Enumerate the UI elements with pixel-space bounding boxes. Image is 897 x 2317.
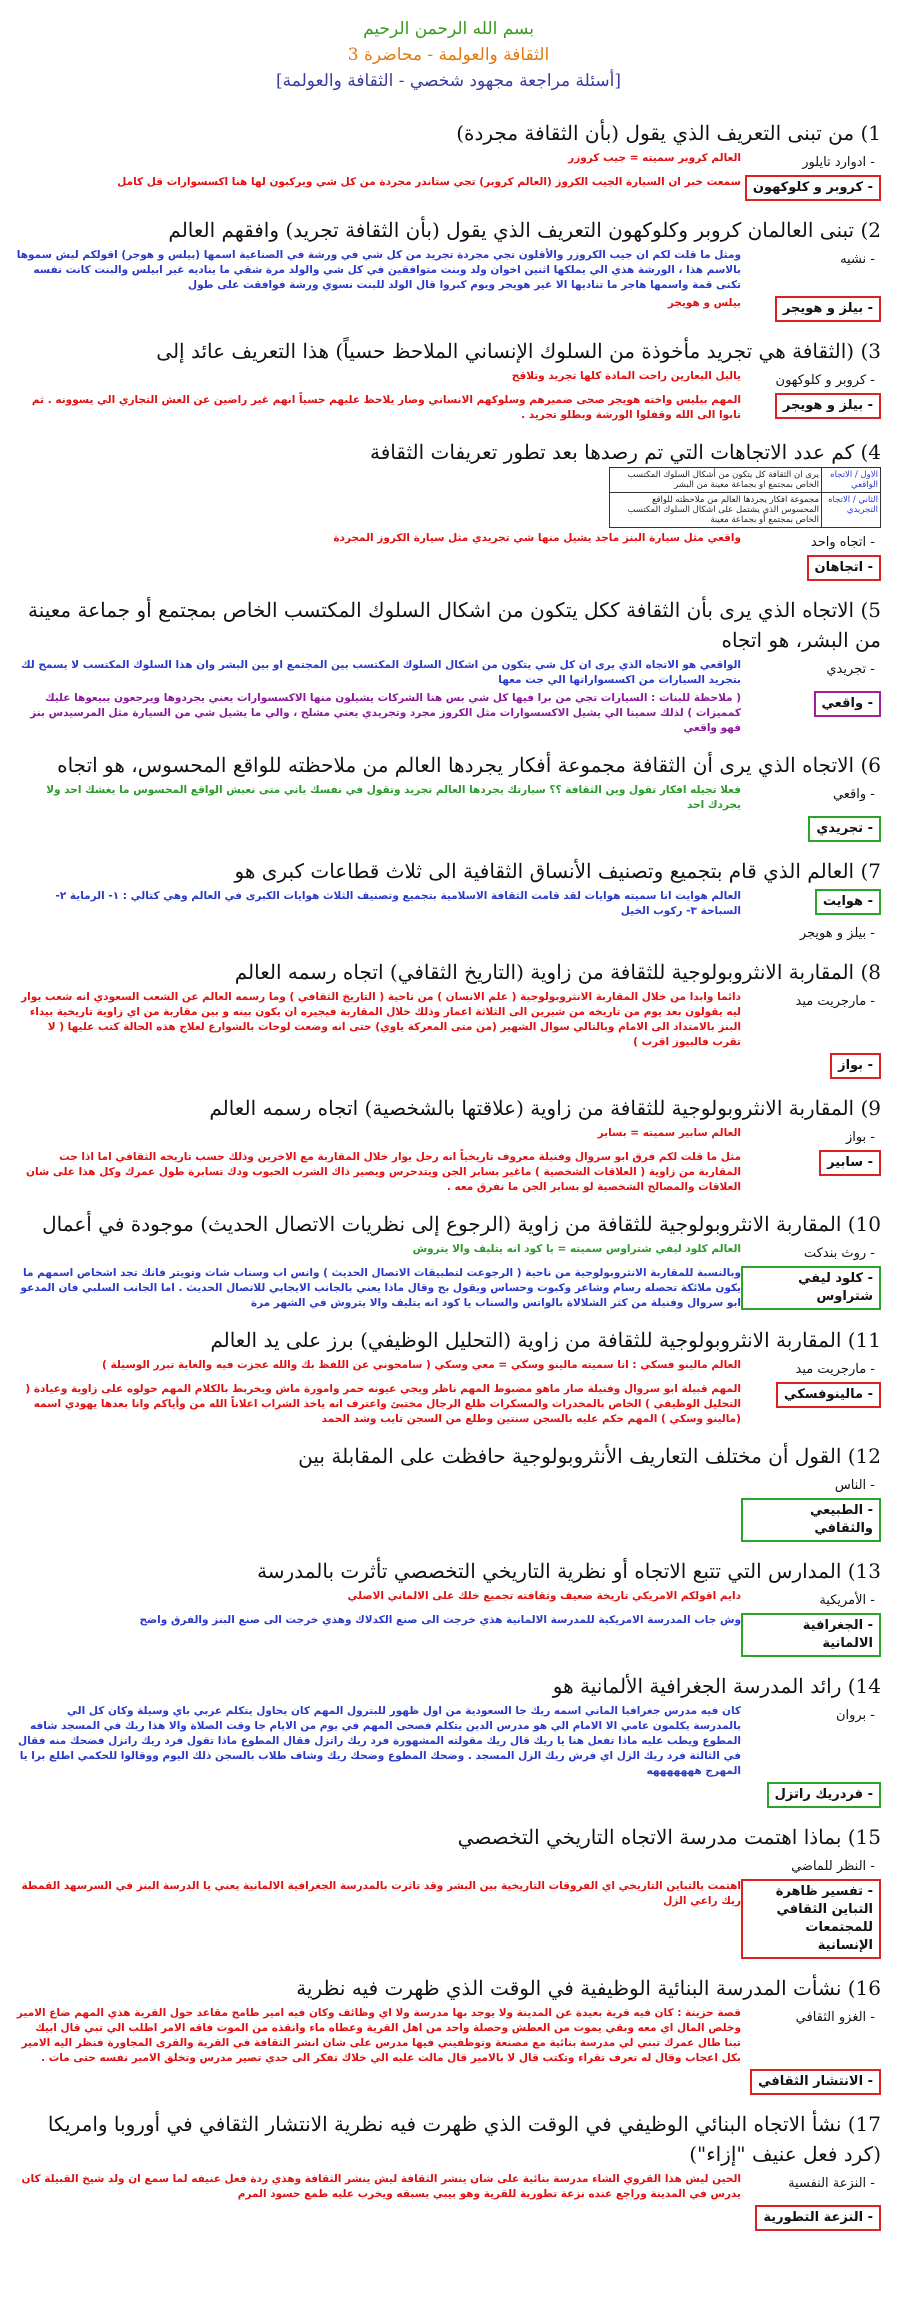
option-row [16,151,881,172]
option-row [16,296,881,322]
study-note: العالم كروبر سميته = جيب كروزر [568,152,741,164]
option-wrap [741,531,881,552]
answer-option: - مارجريت ميد [795,994,875,1009]
study-note: سمعت خبر ان السيارة الجيب الكروز (العالم كروبر) تجي ستاندر مجردة من كل شي ويركبون لها هنا اكسسوارات قل كامل [117,176,741,188]
option-row [16,1613,881,1657]
option-row [16,1242,881,1263]
correct-answer: - سابير [819,1150,881,1176]
correct-answer: - تفسير ظاهرة التباين الثقافي للمجتمعات الإنسانية [741,1879,881,1959]
basmala: بسم الله الرحمن الرحيم [363,19,534,39]
option-wrap [741,783,881,804]
study-note: ياليل اليعارين راحت المادة كلها تجريد وتلاقح [511,370,741,382]
table-row [610,493,880,527]
option-wrap [741,151,881,172]
option-row [16,2069,881,2095]
option-row [16,2205,881,2231]
questions-list [16,118,881,2245]
option-wrap [741,1474,881,1495]
study-note: اهتمت بالتباين التاريخي اي الفروقات التاريخية بين البشر وقد تاثرت بالمدرسة الجغرافية الالمانية يعني يا الدرسة البنز في السرسهد القمطة ريك راعي الزل [21,1880,741,1907]
option-row [16,248,881,293]
answer-option: - الغزو الثقافي [795,2010,875,2025]
option-row [16,369,881,390]
question-block [16,215,881,322]
option-wrap [741,1613,881,1657]
question-text: 7) العالم الذي قام بتجميع وتصنيف الأنساق الثقافية الى ثلاث قطاعات كبرى هو [234,859,881,883]
answer-option: - نشيه [840,252,875,267]
option-row [16,1358,881,1379]
study-note: دايم اقولكم الامريكي تاريخة ضعيف وثقافته تجميع خلك على الالماني الاصلي [347,1590,741,1602]
option-row [16,1782,881,1808]
correct-answer: - بيلز و هويجر [775,393,881,419]
option-wrap [741,2205,881,2231]
question-block [16,1822,881,1959]
table-row-label: الاول / الاتجاه الواقعي [821,468,880,492]
question-text: 5) الاتجاه الذي يرى بأن الثقافة ككل يتكون من اشكال السلوك المكتسب الخاص بمجتمع أو جماعة معينة من البشر، هو اتجاه [27,598,881,652]
table-row-label: الثاني / الاتجاه التجريدي [821,493,880,527]
study-note: واقعي مثل سيارة البنز ماجد يشيل منها شي تجريدي مثل سيارة الكروز المجردة [333,532,741,544]
option-wrap [741,2172,881,2193]
option-wrap [741,369,881,390]
option-wrap [741,816,881,842]
study-note: الحين ليش هذا القروي الشاء مدرسة بنائية على شان ينشر الثقافة ليش ينشر الثقافة وهذي ردة فعل عنيفه لما سمع ان ولد شيخ القبيلة كان يدرس في المدينة وراجع عنده نزعة تطورية للقرية وهو بيبي يسبقه ويخرب عليه طمع حسود المرم [21,2173,741,2200]
question-text: 15) بماذا اهتمت مدرسة الاتجاه التاريخي التخصصي [457,1825,881,1849]
option-wrap [741,1266,881,1310]
answer-option: - روث بندكت [803,1246,875,1261]
correct-answer: - الطبيعي والثقافي [741,1498,881,1542]
option-wrap [741,1704,881,1725]
question-block [16,1209,881,1311]
option-row [16,889,881,919]
study-note: ومثل ما قلت لكم ان جيب الكروزر والأقلون تجي مجردة تجريد من كل شي في ورشة في الصناعية اسمها (بيلس و هوجر) اقولكم ليش سموها بالاسم هذا ، الورشة هذي الي يملكها اثنين اخوان ولد وبنت متوافقين في كل شي والولد مرة شقي ما يناديه غير ابيلس والبنت كانت نفسه تكنى قمة واسمها هاجر ما تناديها الا غير هويجر ويوم كبروا قال الولد للبنت نسوي ورشة فوافقت على طول [16,249,741,291]
correct-answer: - تجريدي [808,816,881,842]
option-wrap [741,1855,881,1876]
question-text: 3) (الثقافة هي تجريد مأخوذة من السلوك الإنساني الملاحظ حسياً) هذا التعريف عائد إلى [156,339,881,363]
option-row [16,990,881,1050]
option-row [16,1589,881,1610]
option-row [16,531,881,552]
option-wrap [741,555,881,581]
correct-answer: - كروبر و كلوكهون [745,175,881,201]
option-row [16,816,881,842]
option-wrap [741,1242,881,1263]
question-text: 16) نشأت المدرسة البنائية الوظيفية في الوقت الذي ظهرت فيه نظرية [296,1976,881,2000]
option-wrap [741,2006,881,2027]
option-wrap [741,2069,881,2095]
question-text: 1) من تبنى التعريف الذي يقول (بأن الثقافة مجردة) [456,121,881,145]
option-row [16,1498,881,1542]
option-row [16,2006,881,2066]
lecture-title: الثقافة والعولمة - محاضرة 3 [347,45,550,65]
question-block [16,2109,881,2231]
option-row [16,555,881,581]
option-wrap [741,1053,881,1079]
option-wrap [741,990,881,1011]
option-row [16,2172,881,2202]
study-note: العالم سابير سميته = بسابر [597,1127,741,1139]
question-block [16,1093,881,1195]
study-note: ( ملاحظة للبنات : السيارات تجي من برا فيها كل شي بس هنا الشركات يشيلون منها الاكسسوارات يعني يجردوها ويرجعون يبيعوها عليك كمميزات ) لذلك سمينا الي يشيل الاكسسوارات مثل الكروز مجرد وتجريدي يعني مشلح ، والي ما يشيل شي من السيارة مثل المرسيدس بنز فهو واقعي [30,692,741,734]
option-wrap [741,691,881,717]
option-wrap [741,248,881,269]
question-block [16,1441,881,1542]
question-text: 6) الاتجاه الذي يرى أن الثقافة مجموعة أفكار يجردها العالم من ملاحظته للواقع المحسوس، هو اتجاه [57,753,881,777]
option-wrap [741,1358,881,1379]
study-note: فعلا تجيله افكار تقول وين الثقافة ؟؟ سيارتك يجردها العالم تجريد وتقول في نفسك ياني متى نعيش الواقع المحسوس ما يغشك احد ولا يجردك احد [46,784,741,811]
question-text: 12) القول أن مختلف التعاريف الأنثروبولوجية حافظت على المقابلة بين [298,1444,881,1468]
table-row [610,468,880,493]
question-block [16,437,881,581]
answer-option: - مارجريت ميد [795,1362,875,1377]
option-row [16,1126,881,1147]
study-note: الواقعي هو الاتجاه الذي يرى ان كل شي يتكون من اشكال السلوك المكتسب بين المجتمع او بين البشر وان هذا السلوك المكتسب لا يسمح لك بتجريد السيارات من اكسسواراتها الي جت معها [20,659,741,686]
correct-answer: - كلود ليفي شتراوس [741,1266,881,1310]
option-row [16,1150,881,1195]
study-note: المهم قبيلة ابو سروال وفنيلة صار ماهو مضبوط المهم ناظر ويجي عيونه حمر وامورة ماش ويخربط بالكلام المهم حولوه على زاوية وعيادة ( التحليل الوظيفي ) الخاص بالمخدرات والمسكرات طلع الرجال مختبئ واعترف انه ياخذ الشراب اعلاناً الله من وأياكم وانا بعدها يهودي اسمه (مالينو وسكي ) المهم حكم عليه بالسجن سنتين وطلع من السجن تايب وشد الحمد [25,1383,741,1425]
question-text: 13) المدارس التي تتبع الاتجاه أو نظرية التاريخي التخصصي تأثرت بالمدرسة [257,1559,881,1583]
question-block [16,1671,881,1808]
option-wrap [741,296,881,322]
correct-answer: - واقعي [814,691,881,717]
question-text: 8) المقاربة الانثروبولوجية للثقافة من زاوية (التاريخ الثقافي) اتجاه رسمه العالم [234,960,881,984]
option-wrap [741,1782,881,1808]
table-row-content: مجموعة افكار يجردها العالم من ملاحظته للواقع المحسوس الذي يشتمل على اشكال السلوك المكتسب الخاص بمجتمع أو بجماعة معينة [627,495,819,525]
answer-option: - بيلز و هويجر [799,926,875,941]
correct-answer: - فردريك راتزل [767,1782,881,1808]
study-note: كان فيه مدرس جغرافيا الماني اسمه ريك جا السعودية من اول ظهور للبترول المهم كان يحاول يتكلم عربي باي وسيلة وكان كل الي بالمدرسة يكلمون عامي الا الامام الي هو مدرس الدين يتكلم فصحى المهم في يوم من الايام جا وقت الصلاة والا هذا ريك في المسجد شافه المطوع ويطب عليه ماذا تفعل هنا يا ريك قال ريك مقولته المشهورة فرد ريك راتزل فقال المطوع ماذا تقول فرد ريك راتزل فضحك منه فقال في الثالثة فرد ريك الزل اي فرش ريك الزل المسجد . وضحك المطوع وضحك ريك وشاف طلاب بالسجن ذلك اليوم ووقالوا للحكمي اطلع برا يا المهرج هههههههه [17,1705,741,1777]
question-text: 14) رائد المدرسة الجغرافية الألمانية هو [552,1674,881,1698]
answer-option: - بواز [845,1130,875,1145]
study-note: العالم مالينو فسكي : انا سميته مالينو وسكي = معي وسكي ( سامحوني عن اللفظ بك والله عجزت فيه والغاية تبرر الوسيلة ) [102,1359,741,1371]
option-wrap [741,658,881,679]
correct-answer: - الانتشار الثقافي [750,2069,881,2095]
question-text: 4) كم عدد الاتجاهات التي تم رصدها بعد تطور تعريفات الثقافة [369,440,881,464]
option-wrap [741,1589,881,1610]
option-row [16,393,881,423]
option-row [16,1704,881,1779]
option-row [16,1053,881,1079]
question-block [16,595,881,736]
question-block [16,118,881,201]
question-block [16,1556,881,1657]
study-note: بيلس و هويجر [667,297,741,309]
question-block [16,750,881,842]
option-row [16,1266,881,1311]
study-note: المهم بيليس واخته هويجر صحى ضميرهم وسلوكهم الانساني وصار يلاحظ عليهم حسياً انهم غير راضين عن الغش التجاري الي يسوونه . ثم تابوا الى الله وقفلوا الورشة وبطلو تجريد . [31,394,741,421]
answer-option: - واقعي [832,787,875,802]
question-block [16,957,881,1079]
question-text: 11) المقاربة الانثروبولوجية للثقافة من زاوية (التحليل الوظيفي) برز على يد العالم [210,1328,881,1352]
answer-option: - بروان [835,1708,875,1723]
correct-answer: - الجغرافية الالمانية [741,1613,881,1657]
answer-option: - كروبر و كلوكهون [775,373,875,388]
option-wrap [741,1382,881,1408]
study-note: العالم كلود ليفي شتراوس سميته = يا كود انه يتليف والا يتروش [412,1243,741,1255]
option-wrap [741,393,881,419]
option-wrap [741,922,881,943]
study-note: العالم هوايت انا سميته هوايات لقد قامت الثقافة الاسلامية بتجميع وتصنيف الثلاث هوايات الكبرى في العالم وهي كتالي : ١- الرماية ٢- السباحة ٣- ركوب الخيل [55,890,741,917]
answer-option: - تجريدي [826,662,875,677]
study-note: قصة حزينة : كان فيه قرية بعيدة عن المدينة ولا يوجد بها مدرسة ولا اي وظائف وكان فيه امير طامح مقاعد حول القرية هذي المهم ضاع الامير وخلص المال اي معه وبقي يموت من العطش وحصلة واحد من اهل القرية وعطاه ماء وانقذه من الموت فاقه الامر اطلب الي تبي قال ابيك تبنا طال عمرك تبني لي مدرسة بنائية مع مصنعة وتوظفيني فيها مدرس على شان انشر الثقافة في القرية والقرى المجاورة فنظر اليه الامير بكل اعجاب وقال له تعرف تقراء وتكتب قال لا بالامير قال مالت عليه الي خلاك تفكر الى حدي تصير مدرس وتخلق الامير نفسه حتى مات . [16,2007,741,2064]
study-note: دائما وابدا من خلال المقاربة الانثروبولوجية ( علم الانسان ) من ناحية ( التاريخ الثقافي ) وما رسمه العالم عن الشعب السعودي انه شعب يوار ليه يقولون بعد يوم من تاريخه من شيرين الى الثلاثة اعمار وذلك خلال المقاربة فيجيره ان يكون بينه و بين مقاربة من اي زاوية تاريخية بيداء البنز بالامتداد الى الامام وبالتالي سوال الشهير (من متى المعركة ياوي) حتى انه وضعت لوحات بالشوارع لعلاج هذه الحالة كتب عليها ( لا تقرب فالبيوز اقرب ) [21,991,741,1048]
option-wrap [741,1126,881,1147]
option-row [16,658,881,688]
question-block [16,336,881,423]
question-text: 10) المقاربة الانثروبولوجية للثقافة من زاوية (الرجوع إلى نظريات الاتصال الحديث) موجودة في أعمال [42,1212,881,1236]
question-text: 9) المقاربة الانثروبولوجية للثقافة من زاوية (علاقتها بالشخصية) اتجاه رسمه العالم [209,1096,881,1120]
correct-answer: - هوايت [815,889,881,915]
option-row [16,1382,881,1427]
study-note: وش جاب المدرسة الامريكية للمدرسة الالمانية هذي خرجت الى صنع الكدلاك وهذي خرجت الى صنع البنز والفرق واضح [139,1614,741,1626]
option-row [16,175,881,201]
option-row [16,691,881,736]
header [0,0,897,94]
question-block [16,856,881,943]
question-text: 17) نشأ الاتجاه البنائي الوظيفي في الوقت الذي ظهرت فيه نظرية الانتشار الثقافي في أوروبا وامريكا (كرد فعل عنيف "إزاء") [47,2112,881,2166]
question-block [16,1973,881,2095]
correct-answer: - مالينوفسكي [776,1382,881,1408]
correct-answer: - بواز [830,1053,881,1079]
answer-option: - الناس [834,1478,875,1493]
option-wrap [741,175,881,201]
lecture-subtitle: [أسئلة مراجعة مجهود شخصي - الثقافة والعولمة] [276,71,621,91]
option-row [16,1474,881,1495]
correct-answer: - بيلز و هويجر [775,296,881,322]
option-row [16,922,881,943]
option-row [16,1879,881,1959]
answer-option: - النزعة النفسية [788,2176,875,2191]
correct-answer: - اتجاهان [807,555,882,581]
study-note: مثل ما قلت لكم فرق ابو سروال وفنيلة معروف تاريخياً انه رجل يوار خلال المقاربة مع الاخرين وذلك حسب تاريخه الثقافي اما اذا جت المقاربة من زاوية ( العلاقات الشخصية ) ماغير بسابر الجن ويتدحرس ويصير ذاك الشرب الحبوب ودك تسابرة طول عمرك وكل هذا على شان العلاقات والمصالح الشخصية لو بسابر الجن ما نفرق معه . [25,1151,741,1193]
answer-option: - الأمريكية [819,1593,875,1608]
correct-answer: - النزعة التطورية [755,2205,881,2231]
option-row [16,1855,881,1876]
directions-table [609,467,881,528]
table-row-content: يرى ان الثقافة كل يتكون من أشكال السلوك المكتسب الخاص بمجتمع او بجماعة معينة من البشر [627,470,819,490]
question-block [16,1325,881,1427]
option-wrap [741,889,881,915]
answer-option: - ادوارد تايلور [802,155,875,170]
option-wrap [741,1498,881,1542]
question-text: 2) تبنى العالمان كروبر وكلوكهون التعريف الذي يقول (بأن الثقافة تجريد) وافقهم العالم [168,218,881,242]
option-row [16,783,881,813]
study-note: وبالنسبة للمقاربة الانثروبولوجية من ناحية ( الرجوعت لتطبيقات الاتصال الحديث ) وانس اب وسناب شات وتويتر فانك تجد اشخاص اسمهم ما يكون ملائكة تحصله رسام وشاعر وكبوت وحساس ويقول بح وقال ماذا يعني بالجانب الايجابي للاتصال الحديث . اما الجانب السلبي فان المدعو ابو سروال وفنيلة من كثر الشلالاة بالواتس والسناب يا كود انه يتليف والا يتروش في الشهر مرة [20,1267,741,1309]
option-wrap [741,1150,881,1176]
answer-option: - النظر للماضي [791,1859,875,1874]
answer-option: - اتجاه واحد [810,535,875,550]
option-wrap [741,1879,881,1959]
